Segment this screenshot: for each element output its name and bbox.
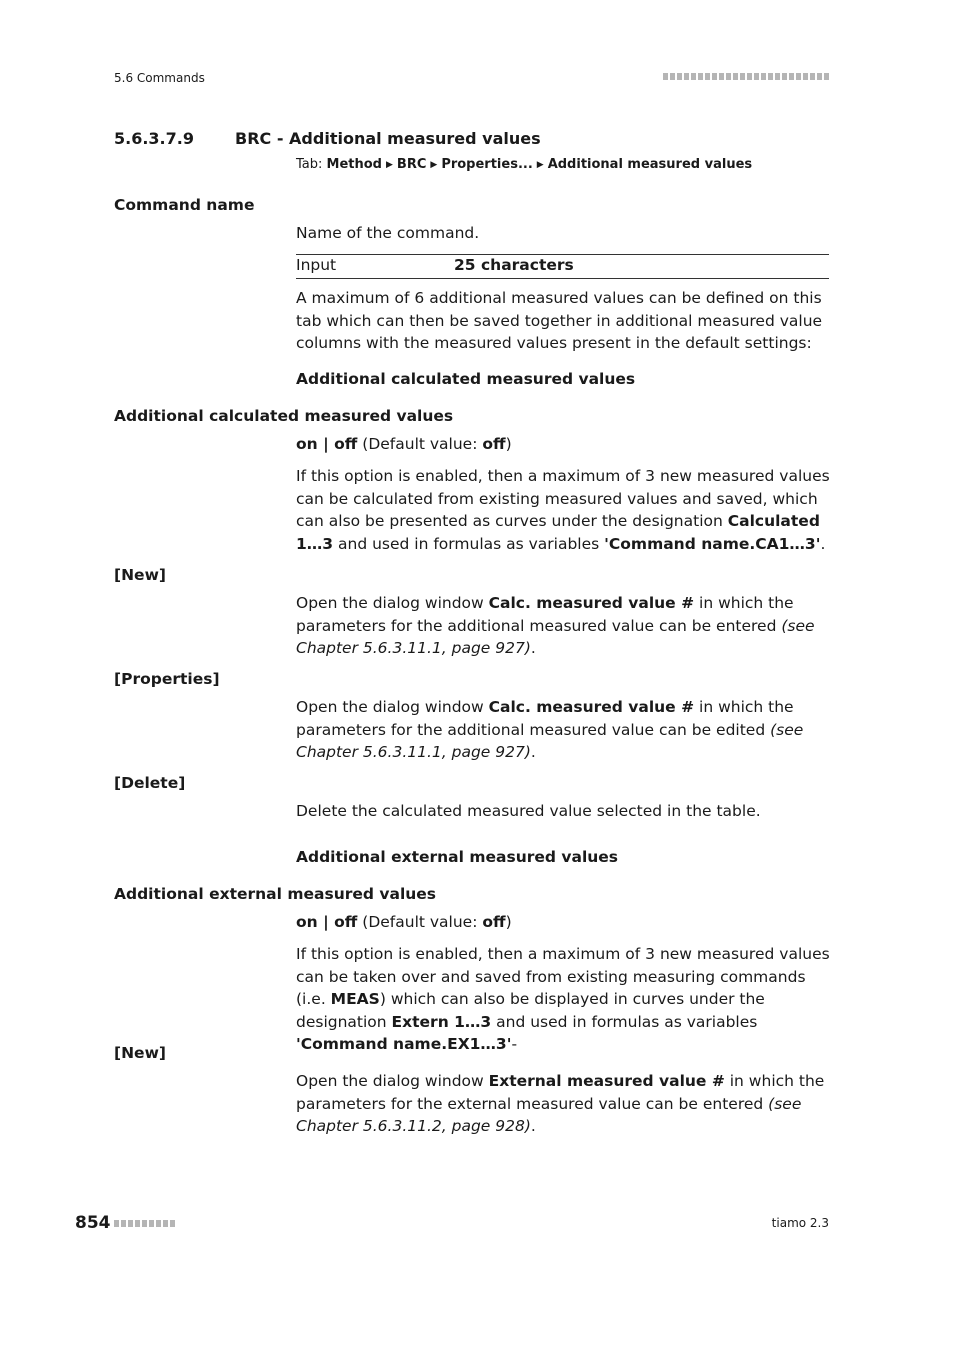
arrow-icon: ▶ [430,160,438,170]
text-part: If this option is enabled, then a maximum of 3 new measured values can be calculated from existing measured values and saved, which can also be presented as curves under the designation [296,467,830,530]
header-decoration [663,73,829,80]
external-new-description [296,1070,830,1138]
variable-name: 'Command name.CA1…3' [604,534,821,553]
calculated-delete-label: [Delete] [114,774,186,792]
text-part: in which the parameters for the additional measured value can be entered [296,594,794,635]
text-part: ) which can also be displayed in curves under the designation [296,990,765,1031]
command-name-description: Name of the command. [296,224,480,242]
product-name: tiamo 2.3 [771,1216,829,1230]
chapter-reference-link[interactable]: (see Chapter 5.6.3.11.2, page 928) [296,1094,802,1135]
text-part: in which the parameters for the additional measured value can be edited [296,698,794,739]
input-spec-key: Input [296,256,337,274]
default-prefix: (Default value: [357,913,483,931]
text-part: . [820,534,826,553]
arrow-icon: ▶ [386,160,393,170]
default-suffix: ) [505,435,512,453]
external-description [296,943,830,1056]
calculated-new-label: [New] [114,566,166,584]
running-header: 5.6 Commands [114,71,205,85]
calculated-delete-description: Delete the calculated measured value selected in the table. [296,802,761,820]
text-part: Open the dialog window [296,698,489,716]
arrow-icon: ▶ [536,160,544,170]
input-spec-table [296,254,829,279]
text-part: Open the dialog window [296,1072,489,1090]
external-label: Additional external measured values [114,885,437,903]
page-number: 854 [75,1213,111,1233]
variable-name: 'Command name.EX1…3' [296,1035,512,1053]
external-default [296,911,830,934]
calculated-properties-label: [Properties] [114,670,220,688]
default-prefix: (Default value: [357,435,483,453]
default-suffix: ) [505,913,512,931]
footer-decoration [114,1220,175,1227]
text-part: - [511,1035,518,1053]
text-part: and used in formulas as variables [333,534,605,553]
text-part: . [530,1117,536,1135]
designation: Calculated 1…3 [296,512,820,553]
input-spec-value: 25 characters [454,256,574,274]
command-name-label: Command name [114,196,255,214]
tab-path-item-brc: BRC [396,157,427,172]
default-value: off [482,913,506,931]
tab-path-prefix: Tab: [296,157,323,172]
tab-path [296,157,752,172]
section-number: 5.6.3.7.9 [114,129,194,148]
dialog-name: Calc. measured value # [488,594,695,612]
calculated-description [296,465,830,555]
text-part: If this option is enabled, then a maximum of 3 new measured values can be taken over and saved from existing measuring commands (i.e. [296,945,830,1008]
calculated-default [296,433,830,456]
tab-path-item-properties: Properties... [441,157,533,172]
on-off-values: on | off [296,435,358,453]
designation: Extern 1…3 [391,1012,492,1031]
text-part: . [530,743,536,761]
on-off-values: on | off [296,913,358,931]
text-part: and used in formulas as variables [491,1012,758,1031]
external-new-label: [New] [114,1044,166,1062]
intro-paragraph: A maximum of 6 additional measured values can be defined on this tab which can then be saved together in additional measured value columns with the measured values present in the default settings: [296,289,823,352]
dialog-name: Calc. measured value # [488,698,695,716]
external-subheading: Additional external measured values [296,848,619,866]
text-part: . [530,639,536,657]
dialog-name: External measured value # [488,1072,725,1090]
calculated-new-description [296,592,830,660]
tab-path-item-method: Method [326,157,382,172]
calculated-subheading: Additional calculated measured values [296,370,636,388]
calculated-properties-description [296,696,830,764]
text-part: Open the dialog window [296,594,489,612]
chapter-reference-link[interactable]: (see Chapter 5.6.3.11.1, page 927) [296,720,804,761]
default-value: off [482,435,506,453]
text-part: in which the parameters for the external measured value can be entered [296,1072,825,1113]
chapter-reference-link[interactable]: (see Chapter 5.6.3.11.1, page 927) [296,616,815,657]
tab-path-item-additional: Additional measured values [547,157,753,172]
section-title: BRC - Additional measured values [235,129,541,148]
calculated-label: Additional calculated measured values [114,407,454,425]
command-name: MEAS [330,990,380,1008]
